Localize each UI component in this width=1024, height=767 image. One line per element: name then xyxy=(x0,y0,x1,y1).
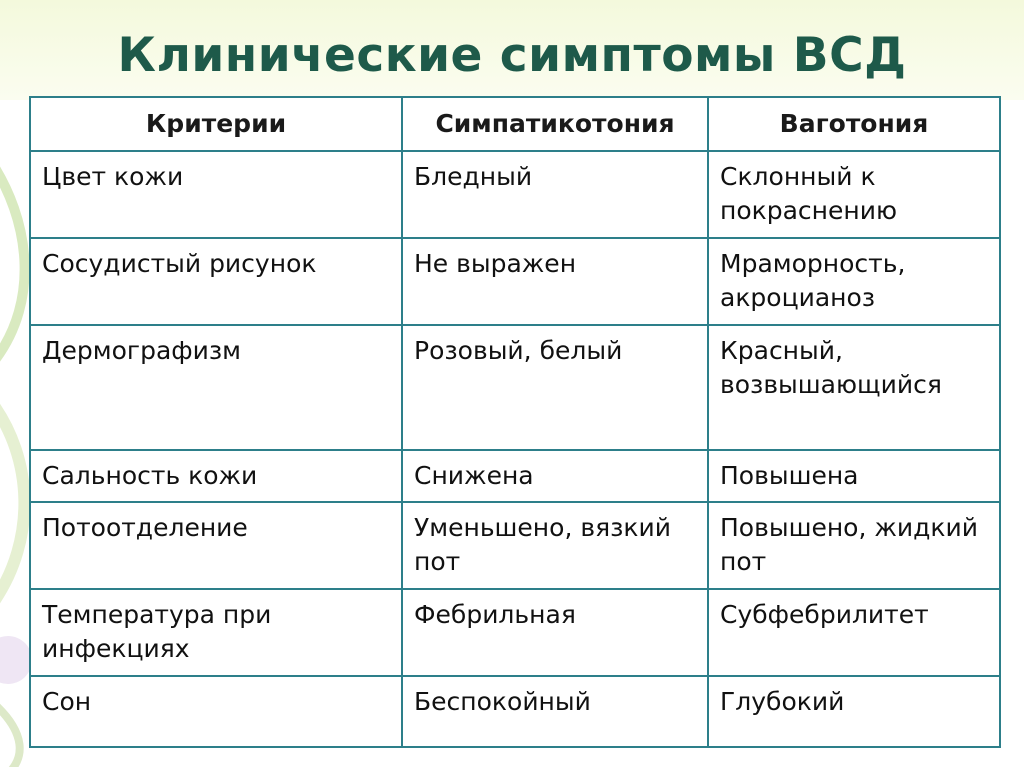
column-header-sympathicotonia: Симпатикотония xyxy=(402,97,708,151)
cell-sympathicotonia: Не выражен xyxy=(402,238,708,325)
cell-vagotonia: Красный, возвышающийся xyxy=(708,325,1000,450)
cell-vagotonia: Субфебрилитет xyxy=(708,589,1000,676)
cell-criterion: Температура при инфекциях xyxy=(30,589,402,676)
table-header-row xyxy=(30,97,1000,151)
table-row xyxy=(30,325,1000,450)
cell-sympathicotonia: Розовый, белый xyxy=(402,325,708,450)
cell-vagotonia: Склонный к покраснению xyxy=(708,151,1000,238)
page-title: Клинические симптомы ВСД xyxy=(117,28,907,83)
column-header-criteria: Критерии xyxy=(30,97,402,151)
table-row xyxy=(30,589,1000,676)
cell-criterion: Цвет кожи xyxy=(30,151,402,238)
cell-sympathicotonia: Снижена xyxy=(402,450,708,502)
table-row xyxy=(30,238,1000,325)
table-row xyxy=(30,151,1000,238)
table-row xyxy=(30,676,1000,747)
cell-criterion: Сальность кожи xyxy=(30,450,402,502)
cell-criterion: Потоотделение xyxy=(30,502,402,589)
cell-vagotonia: Мраморность, акроцианоз xyxy=(708,238,1000,325)
cell-sympathicotonia: Уменьшено, вязкий пот xyxy=(402,502,708,589)
cell-sympathicotonia: Фебрильная xyxy=(402,589,708,676)
cell-sympathicotonia: Беспокойный xyxy=(402,676,708,747)
cell-criterion: Дермографизм xyxy=(30,325,402,450)
cell-vagotonia: Глубокий xyxy=(708,676,1000,747)
table-row xyxy=(30,450,1000,502)
cell-sympathicotonia: Бледный xyxy=(402,151,708,238)
column-header-vagotonia: Ваготония xyxy=(708,97,1000,151)
cell-criterion: Сосудистый рисунок xyxy=(30,238,402,325)
cell-criterion: Сон xyxy=(30,676,402,747)
table-row xyxy=(30,502,1000,589)
cell-vagotonia: Повышена xyxy=(708,450,1000,502)
symptoms-table xyxy=(29,96,1001,748)
cell-vagotonia: Повышено, жидкий пот xyxy=(708,502,1000,589)
